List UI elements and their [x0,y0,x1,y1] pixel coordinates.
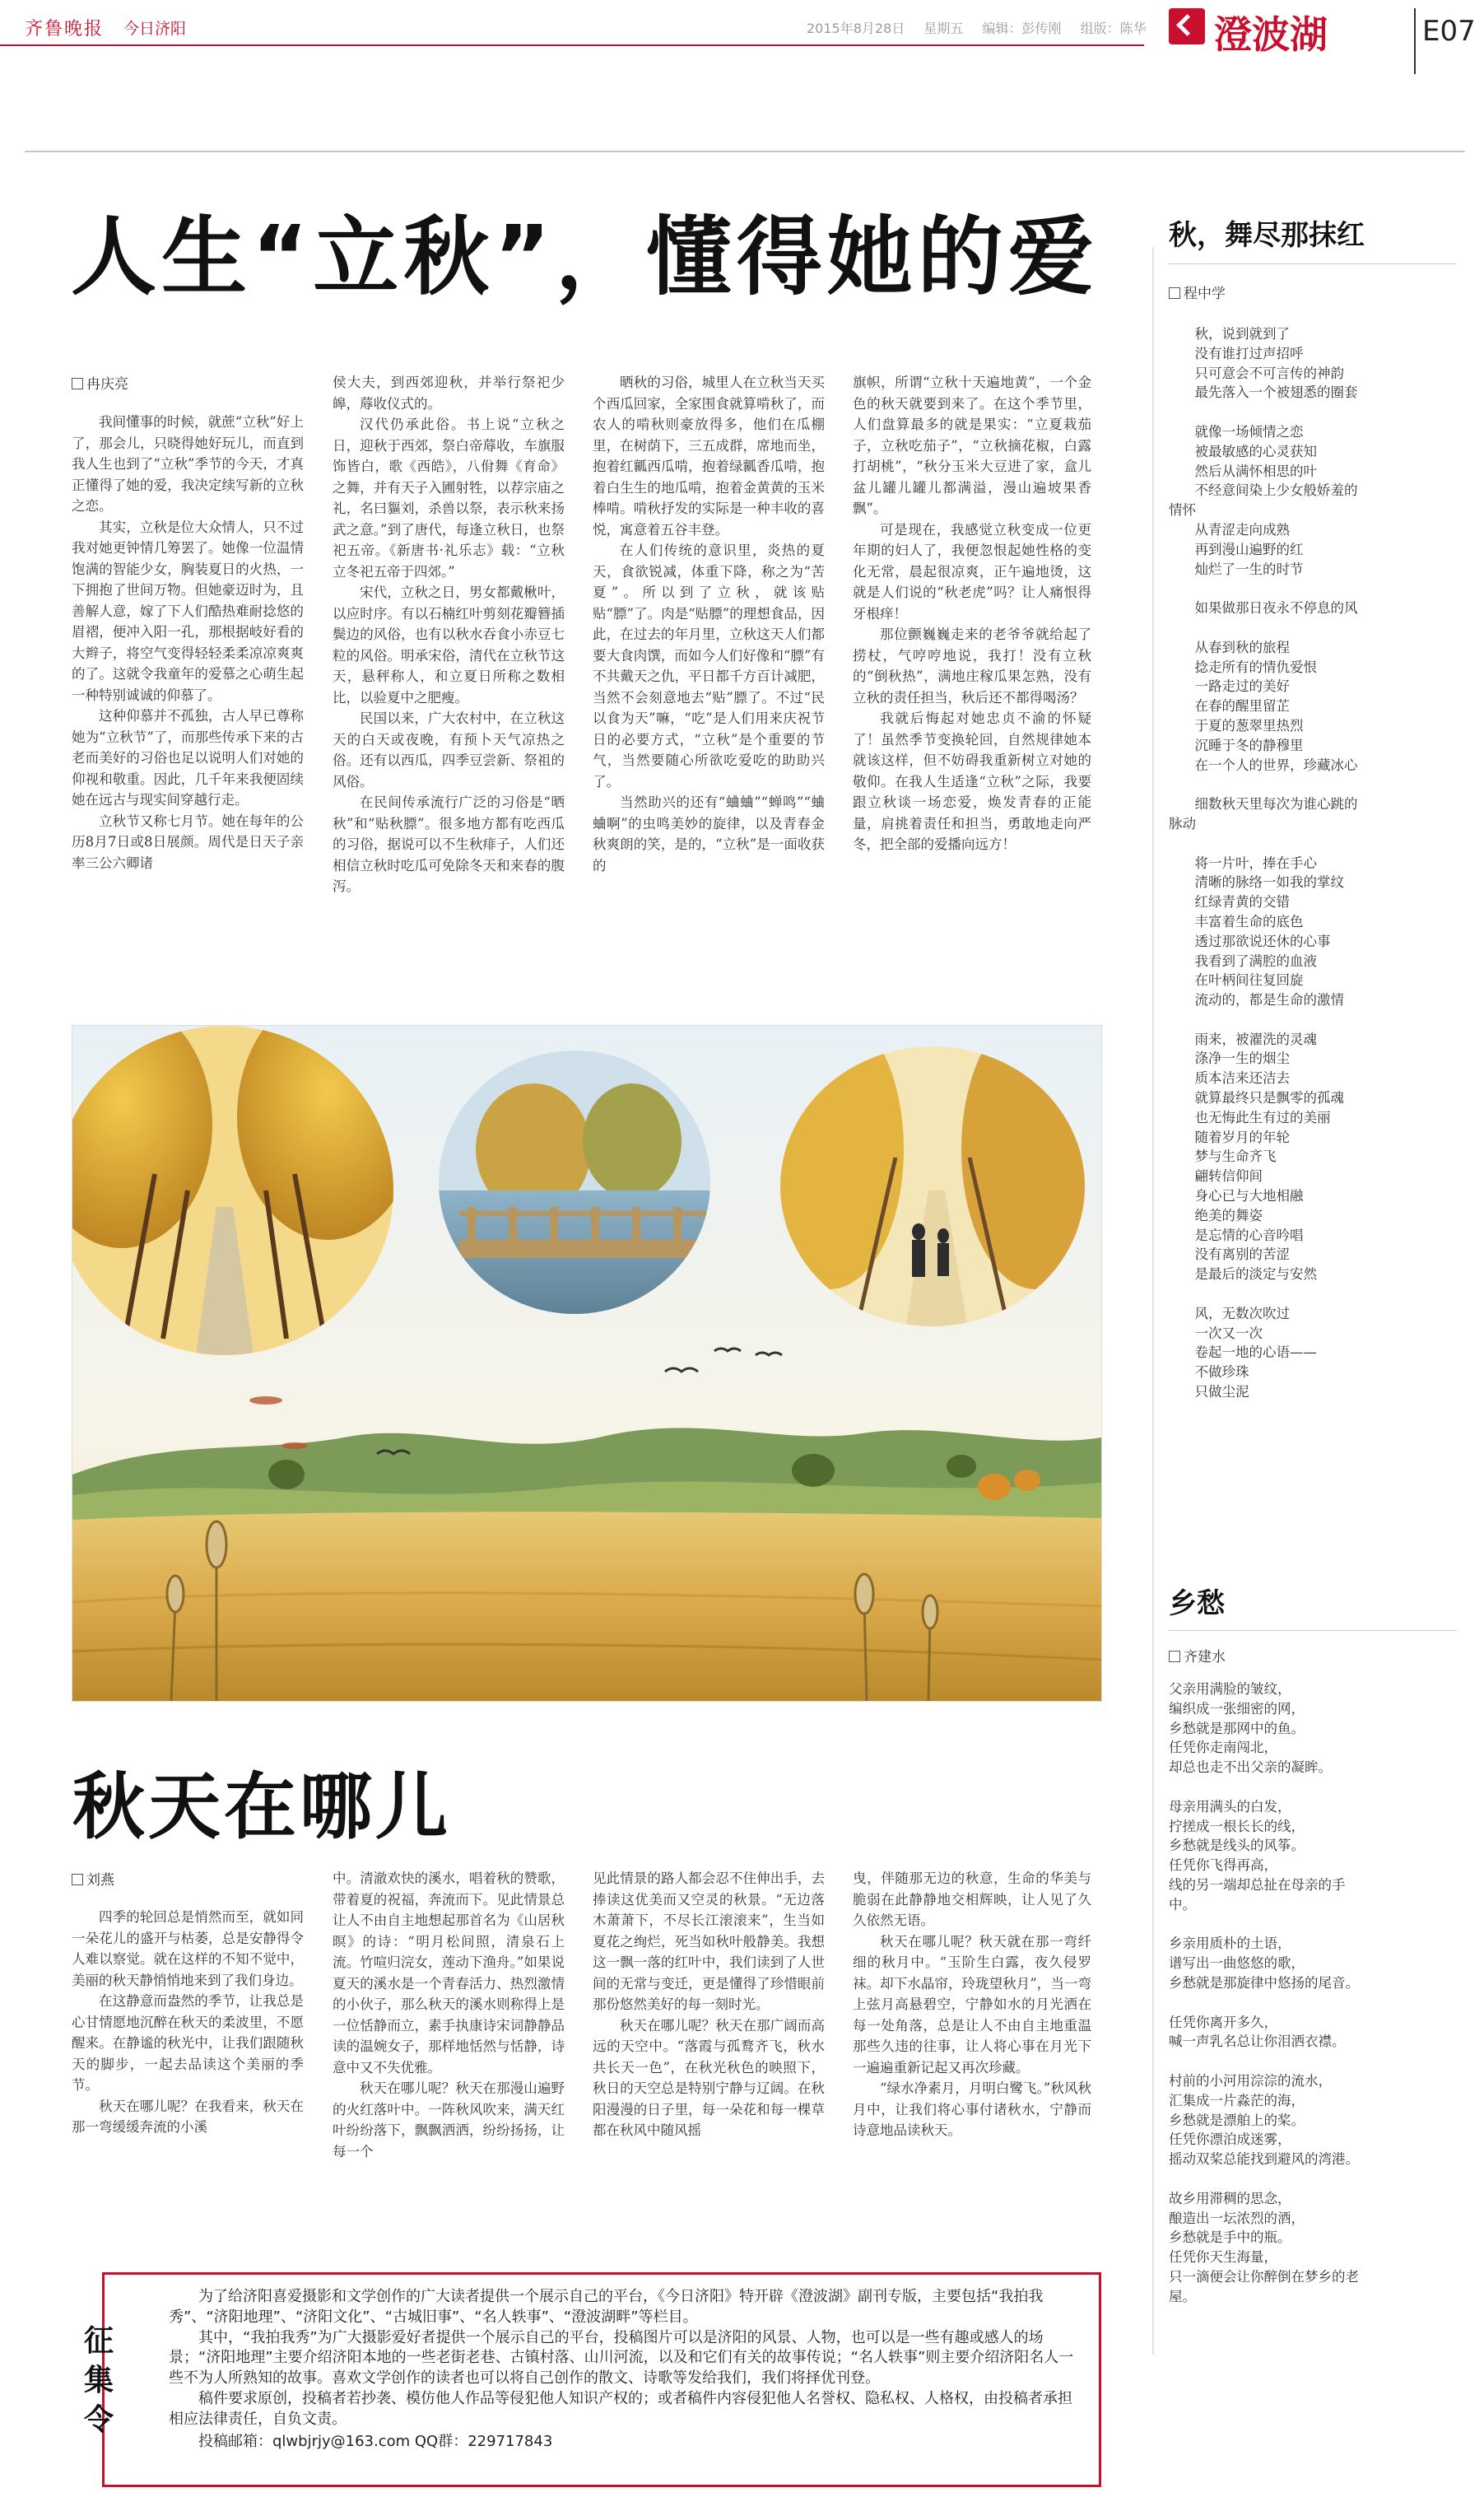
article2-paragraph: 曳，伴随那无边的秋意，生命的华美与脆弱在此静静地交相辉映，让人见了久久依然无语。 [853,1870,1091,1928]
poem-line [1169,579,1453,599]
poem-line: 不经意间染上少女般娇羞的 [1169,482,1358,499]
poem-line: 涤净一生的烟尘 [1169,1051,1290,1067]
article2-paragraph: 秋天在哪儿呢？秋天在那漫山遍野的火红落叶中。一阵秋风吹来，满天红叶纷纷落下，飘飘洒洒，纷纷扬扬，让每一个 [333,2080,565,2159]
poem-line: 编织成一张细密的网， [1169,1700,1305,1717]
poem-line: 丰富着生命的底色 [1169,913,1304,929]
poem-line: 乡愁就是手中的瓶。 [1169,2229,1291,2246]
poem-line: 只做尘泥 [1169,1384,1249,1400]
poem-line: 如果做那日夜永不停息的风 [1169,600,1358,617]
poem-line: 任凭你漂泊成迷雾， [1169,2131,1291,2148]
poem-line: 是忘情的心音吟唱 [1169,1227,1304,1243]
poem-line [1169,1284,1453,1304]
article2-author: 刘燕 [72,1868,114,1889]
article1-paragraph: 民国以来，广大农村中，在立秋这天的白天或夜晚，有预卜天气凉热之俗。还有以西瓜，四季豆尝新、祭祖的风俗。 [333,710,565,790]
poem-line: 任凭你飞得再高， [1169,1857,1277,1874]
article2-column-2 [333,1868,565,2162]
poem-line: 情怀 [1169,502,1196,519]
poem-line: 身心已与大地相融 [1169,1188,1304,1204]
poem-line: 没有离别的苦涩 [1169,1246,1290,1263]
article1-paragraph: 在民间传承流行广泛的习俗是“晒秋”和“贴秋膘”。很多地方都有吃西瓜的习俗，据说可以不生秋痱子，人们还相信立秋时吃瓜可免除冬天和来春的腹泻。 [333,794,565,894]
poem-line: 卷起一地的心语—— [1169,1344,1317,1361]
poem-line: 一次又一次 [1169,1325,1263,1341]
column-name: 澄波湖 [1214,12,1328,57]
article2-paragraph: 秋天在哪儿呢？秋天在那广阔而高远的天空中。“落霞与孤鹜齐飞，秋水共长天一色”，在秋光秋色的映照下，秋日的天空总是特别宁静与辽阔。在秋阳漫漫的日子里，每一朵花和每一棵草都在秋风中随风摇 [593,2017,825,2138]
poem2-author: 齐建水 [1169,1645,1226,1665]
poem-line: 流动的，都是生命的激情 [1169,992,1344,1009]
poem-line: 一路走过的美好 [1169,678,1290,695]
article1-paragraph: 我就后悔起对她忠贞不渝的怀疑了！虽然季节变换轮回，自然规律她本就该这样，但不妨碍我重新树立对她的敬仰。在我人生适逢“立秋”之际，我要跟立秋谈一场恋爱，焕发青春的正能量，肩挑着责任和担当，勇敢地走向严冬，把全部的爱播向远方！ [853,710,1091,852]
autumn-scenery-photo [72,1025,1102,1702]
issue-editor: 编辑：彭传刚 [982,21,1062,36]
article1-paragraph: 汉代仍承此俗。书上说“立秋之日，迎秋于西郊，祭白帝蓐收，车旗服饰皆白，歌《西皓》，八佾舞《育命》之舞，并有天子入圃射牲，以荐宗庙之礼，名曰貙刘，杀兽以祭，表示秋来扬武之意。”到了唐代，每逢立秋日，也祭祀五帝。《新唐书·礼乐志》载：“立秋立冬祀五帝于四郊。” [333,417,565,580]
article1-paragraph: 这种仰慕并不孤独，古人早已尊称她为“立秋节”了，而那些传承下来的古老而美好的习俗也足以说明人们对她的仰视和敬重。因此，几千年来我便固续她在远古与现实间穿越行走。 [72,708,304,808]
poem-line: 不做珍珠 [1169,1364,1249,1381]
article1-paragraph: 在人们传统的意识里，炎热的夏天，食欲锐减，体重下降，称之为“苦夏”。所以到了立秋，就该贴贴“膘”了。肉是“贴膘”的理想食品，因此，在过去的年月里，立秋这天人们都要大食肉馔，而如今人们好像和“膘”有不共戴天之仇，平日都千方百计减肥，当然不会刻意地去“贴”膘了。不过“民以食为天”嘛，“吃”是人们用来庆祝节日的必要方式，“立秋”是个重要的节气，当然要随心所欲吃爱吃的助助兴了。 [593,543,825,790]
top-divider [25,151,1465,152]
article1-paragraph: 其实，立秋是位大众情人，只不过我对她更钟情几筹罢了。她像一位温情饱满的智能少女，胸装夏日的火热，一下拥抱了世间万物。但她豪迈时为，且善解人意，嫁了下人们酷热难耐捻悠的眉褶，便冲入阳一孔，那根据岐好看的大辫子，将空气变得轻轻柔柔凉凉爽爽的了。这就令我童年的爱慕之心萌生起一种特别诚诚的仰慕了。 [72,519,304,703]
poem-line: 喊一声乳名总让你泪洒衣襟。 [1169,2033,1346,2050]
poem-line: 屋。 [1169,2288,1196,2304]
poem-line: 风，无数次吹过 [1169,1305,1290,1321]
poem1-author: 程中学 [1169,282,1226,302]
poem-line: 没有谁打过声招呼 [1169,345,1304,361]
poem-line [1169,2169,1453,2189]
article1-column-3 [593,372,825,876]
poem-line: 红绿青黄的交错 [1169,894,1290,911]
poem-line: 脉动 [1169,815,1196,832]
notice-label-char: 征 [83,2324,114,2358]
poem-line: 是最后的淡定与安然 [1169,1266,1317,1283]
poem-line [1169,618,1453,638]
poem-line: 任凭你走南闯北， [1169,1740,1277,1756]
poem-line: 只一滴便会让你醉倒在梦乡的老 [1169,2268,1359,2285]
poem-line: 从青涩走向成熟 [1169,521,1290,538]
poem-line: 被最敏感的心灵获知 [1169,443,1317,459]
poem-line: 秋，说到就到了 [1169,326,1290,342]
poem2-rule [1169,1630,1457,1631]
call-for-submissions-text [169,2287,1082,2452]
article1-paragraph: 宋代，立秋之日，男女都戴楸叶，以应时序。有以石楠红叶剪刻花瓣簪插鬓边的风俗，也有以秋水吞食小赤豆七粒的风俗。明承宋俗，清代在立秋节这天，悬秤称人，和立夏日所称之数相比，以验夏中之肥瘦。 [333,585,565,706]
notice-paragraph: 稿件要求原创，投稿者若抄袭、模仿他人作品等侵犯他人知识产权的；或者稿件内容侵犯他人名誉权、隐私权、人格权，由投稿者承担相应法律责任，自负文责。 [169,2389,1072,2428]
poem-line: 就像一场倾情之恋 [1169,423,1304,440]
poem-line: 就算最终只是飘零的孤魂 [1169,1090,1344,1106]
poem-line: 谱写出一曲悠悠的歌， [1169,1955,1305,1972]
poem-line: 线的另一端却总扯在母亲的手 [1169,1876,1346,1893]
header-rule [0,44,1144,46]
article1-paragraph: 旗帜，所谓“立秋十天遍地黄”，一个金色的秋天就要到来了。在这个季节里，人们盘算最多的就是果实：“立夏栽茄子，立秋吃茄子”，“立秋摘花椒，白露打胡桃”，“秋分玉米大豆进了家，盒儿盆儿罐儿罐儿都满溢，漫山遍坡果香飘”。 [853,375,1091,516]
poem-line [1169,1993,1453,2013]
poem-line: 母亲用满头的白发， [1169,1798,1291,1815]
notice-paragraph: 为了给济阳喜爱摄影和文学创作的广大读者提供一个展示自己的平台，《今日济阳》特开辟《澄波湖》副刊专版，主要包括“我拍我秀”、“济阳地理”、“济阳文化”、“古城旧事”、“名人轶事”、“澄波湖畔”等栏目。 [169,2288,1044,2326]
poem-line: 梦与生命齐飞 [1169,1148,1277,1165]
poem-line: 任凭你离开多久， [1169,2014,1277,2030]
autumn-scenery-illustration [72,1026,1101,1701]
poem-line: 雨来，被濯洗的灵魂 [1169,1031,1317,1047]
issue-date: 2015年8月28日 [807,21,905,36]
article1-paragraph: 立秋节又称七月节。她在每年的公历8月7日或8日展颜。周代是日天子亲率三公六卿诸 [72,813,304,871]
poem-line: 清晰的脉络一如我的掌纹 [1169,874,1344,891]
poem-line: 在一个人的世界，珍藏冰心 [1169,757,1358,773]
notice-label-char: 集 [83,2364,114,2397]
poem-line [1169,775,1453,794]
poem-line: 任凭你天生海量， [1169,2249,1277,2266]
poem-line: 乡愁就是那网中的鱼。 [1169,1720,1305,1736]
poem-line: 乡愁就是那旋律中悠扬的尾音。 [1169,1974,1359,1991]
poem-line: 于夏的葱翠里热烈 [1169,717,1304,734]
poem-line [1169,1010,1453,1030]
article1-column-2 [333,372,565,897]
article1-paragraph: 侯大夫，到西郊迎秋，并举行祭祀少皞，蓐收仪式的。 [333,375,565,412]
article2-paragraph: 四季的轮回总是悄然而至，就如同一朵花儿的盛开与枯萎，总是安静得令人难以察觉。就在这样的不知不觉中，美丽的秋天静悄悄地来到了我们身边。 [72,1909,304,1988]
poem-line: 也无悔此生有过的美丽 [1169,1109,1331,1125]
poem-line: 故乡用滞稠的思念， [1169,2190,1291,2206]
poem1-title: 秋，舞尽那抹红 [1169,219,1365,252]
poem-line: 酿造出一坛浓烈的酒， [1169,2210,1305,2226]
poem-line [1169,1915,1453,1935]
article1-paragraph: 可是现在，我感觉立秋变成一位更年期的妇人了，我便忽恨起她性格的变化无常，晨起很凉爽，正午遍地烫，这就是人们说的“秋老虎”吗？让人痛恨得牙根痒！ [853,521,1091,622]
column-arrow-icon [1169,8,1205,44]
poem-line: 却总也走不出父亲的凝眸。 [1169,1759,1332,1776]
page-number-divider [1414,8,1416,74]
poem-line: 沉睡于冬的静穆里 [1169,737,1304,753]
notice-paragraph: 其中，“我拍我秀”为广大摄影爱好者提供一个展示自己的平台，投稿图片可以是济阳的风景、人物，也可以是一些有趣或感人的场景；“济阳地理”主要介绍济阳本地的一些老街老巷、古镇村落、山川河流，以及和它们有关的故事传说；“名人轶事”则主要介绍济阳名人一些不为人所熟知的故事。喜欢文学创作的读者也可以将自己创作的散文、诗歌等发给我们，我们将择优刊登。 [169,2328,1074,2388]
article1-paragraph: 当然助兴的还有“蛐蛐”“蝉鸣”“蛐蛐啊”的虫鸣美妙的旋律，以及青春金秋爽朗的笑，是的，“立秋”是一面收获的 [593,794,825,873]
issue-weekday: 星期五 [923,21,964,36]
poem-line: 中。 [1169,1896,1196,1912]
poem-line: 我看到了满腔的血液 [1169,953,1317,969]
poem-line [1169,403,1453,422]
article2-paragraph: “绿水净素月，月明白鹭飞。”秋风秋月中，让我们将心事付诸秋水，宁静而诗意地品读秋天。 [853,2080,1091,2138]
article1-paragraph: 我间懂事的时候，就蔗“立秋”好上了，那会儿，只晓得她好玩儿，而直到我人生也到了“立秋”季节的今天，才真正懂得了她的爱，我决定续写新的立秋之恋。 [72,414,304,514]
page-number: E07 [1422,15,1476,48]
poem-line: 翩转信仰间 [1169,1168,1263,1185]
poem2-body [1169,1679,1453,2307]
edition-label: 今日济阳 [123,20,187,38]
article2-paragraph: 秋天在哪儿呢？在我看来，秋天在那一弯缓缓奔流的小溪 [72,2098,304,2135]
poem-line: 在春的醒里留芷 [1169,698,1290,715]
poem-line: 绝美的舞姿 [1169,1207,1263,1223]
poem-line: 捻走所有的情仇爱恨 [1169,659,1317,675]
article2-column-1 [72,1907,304,2138]
poem-line [1169,2052,1453,2071]
article2-paragraph: 中。清澈欢快的溪水，唱着秋的赞歌，带着夏的祝福，奔流而下。见此情景总让人不由自主地想起那首名为《山居秋暝》的诗：“明月松间照，清泉石上流。竹喧归浣女，莲动下渔舟。”如果说夏天的溪水是一个青春活力、热烈激情的小伙子，那么秋天的溪水则称得上是一位恬静而立，素手执康诗宋词静静品读的温婉女子，那样地恬然与恬静，诗意中又不失优雅。 [333,1870,565,2075]
poem-line: 乡愁就是线头的风筝。 [1169,1838,1305,1854]
sidebar-divider [1152,247,1154,2355]
poem-line [1169,834,1453,854]
article2-column-3 [593,1868,825,2141]
poem1-rule [1169,263,1457,264]
article1-author: 冉庆亮 [72,372,128,393]
notice-label-char: 令 [83,2403,114,2437]
article2-column-4 [853,1868,1091,2141]
poem-line: 随着岁月的年轮 [1169,1129,1290,1145]
poem-line: 父亲用满脸的皱纹， [1169,1681,1291,1697]
poem-line: 最先落入一个被翅悉的圈套 [1169,384,1358,401]
poem-line: 细数秋天里每次为谁心跳的 [1169,796,1358,813]
article1-paragraph: 那位颤巍巍走来的老爷爷就给起了捞杖，气哼哼地说，我打！没有立秋的“倒秋热”，满地庄稼瓜果怎熟，没有立秋的责任担当，秋后还不都得喝汤？ [853,627,1091,706]
article1-column-4 [853,372,1091,855]
article2-paragraph: 见此情景的路人都会忍不住伸出手，去捧读这优美而又空灵的秋景。“无边落木萧萧下，不尽长江滚滚来”，生当如夏花之绚烂，死当如秋叶般静美。我想这一飘一落的红叶中，我们读到了人世间的无常与变迁，更是懂得了珍惜眼前那份悠然美好的每一刻时光。 [593,1870,825,2012]
article1-paragraph: 晒秋的习俗，城里人在立秋当天买个西瓜回家，全家围食就算啃秋了，而农人的啃秋则豪放得多，他们在瓜棚里，在树荫下，三五成群，席地而坐，抱着红瓤西瓜啃，抱着绿瓤香瓜啃，抱着白生生的地瓜啃，抱着金黄黄的玉米棒啃。啃秋抒发的实际是一种丰收的喜悦，寓意着五谷丰登。 [593,375,825,538]
poem-line: 乡亲用质朴的土语， [1169,1936,1291,1952]
poem-line: 质本洁来还洁去 [1169,1070,1290,1087]
article2-title: 秋天在哪儿 [72,1764,452,1849]
call-for-submissions-label [82,2322,115,2440]
poem-line: 摇动双桨总能找到避风的湾港。 [1169,2151,1359,2168]
poem-line: 村前的小河用淙淙的流水， [1169,2072,1332,2089]
article2-paragraph: 秋天在哪儿呢？秋天就在那一弯纤细的秋月中。“玉阶生白露，夜久侵罗袜。却下水晶帘，玲珑望秋月”，当一弯上弦月高悬碧空，宁静如水的月光洒在每一处角落，总是让人不由自主地重温那些久违的往事，让人将心事在月光下一遍遍重新记起又再次珍藏。 [853,1933,1091,2075]
issue-layout: 组版：陈华 [1080,21,1147,36]
submission-contact[interactable]: 投稿邮箱：qlwbjrjy@163.com QQ群：229717843 [198,2432,553,2450]
article2-paragraph: 在这静意而盎然的季节，让我总是心甘情愿地沉醉在秋天的柔波里，不愿醒来。在静谧的秋光中，让我们跟随秋天的脚步，一起去品读这个美丽的季节。 [72,1993,304,2093]
poem-line: 然后从满怀相思的叶 [1169,463,1317,479]
newspaper-logo: 齐鲁晚报 [25,19,105,40]
article1-column-1 [72,412,304,873]
poem-line: 透过那欲说还休的心事 [1169,933,1331,949]
poem-line: 再到漫山遍野的红 [1169,541,1304,557]
poem-line: 从春到秋的旅程 [1169,639,1290,655]
poem-line [1169,1777,1453,1797]
issue-meta [807,18,1161,37]
poem2-title: 乡愁 [1169,1587,1225,1620]
poem-line: 汇集成一片淼茫的海， [1169,2092,1305,2108]
poem-line: 只可意会不可言传的神韵 [1169,365,1344,381]
poem1-body [1169,324,1453,1402]
poem-line: 灿烂了一生的时节 [1169,561,1304,577]
article1-title: 人生“立秋”，懂得她的爱 [71,207,1099,307]
poem-line: 在叶柄间往复回旋 [1169,972,1304,989]
poem-line: 乡愁就是漂舶上的桨。 [1169,2112,1305,2128]
poem-line: 将一片叶，捧在手心 [1169,855,1317,871]
poem-line: 拧搓成一根长长的线， [1169,1818,1305,1834]
